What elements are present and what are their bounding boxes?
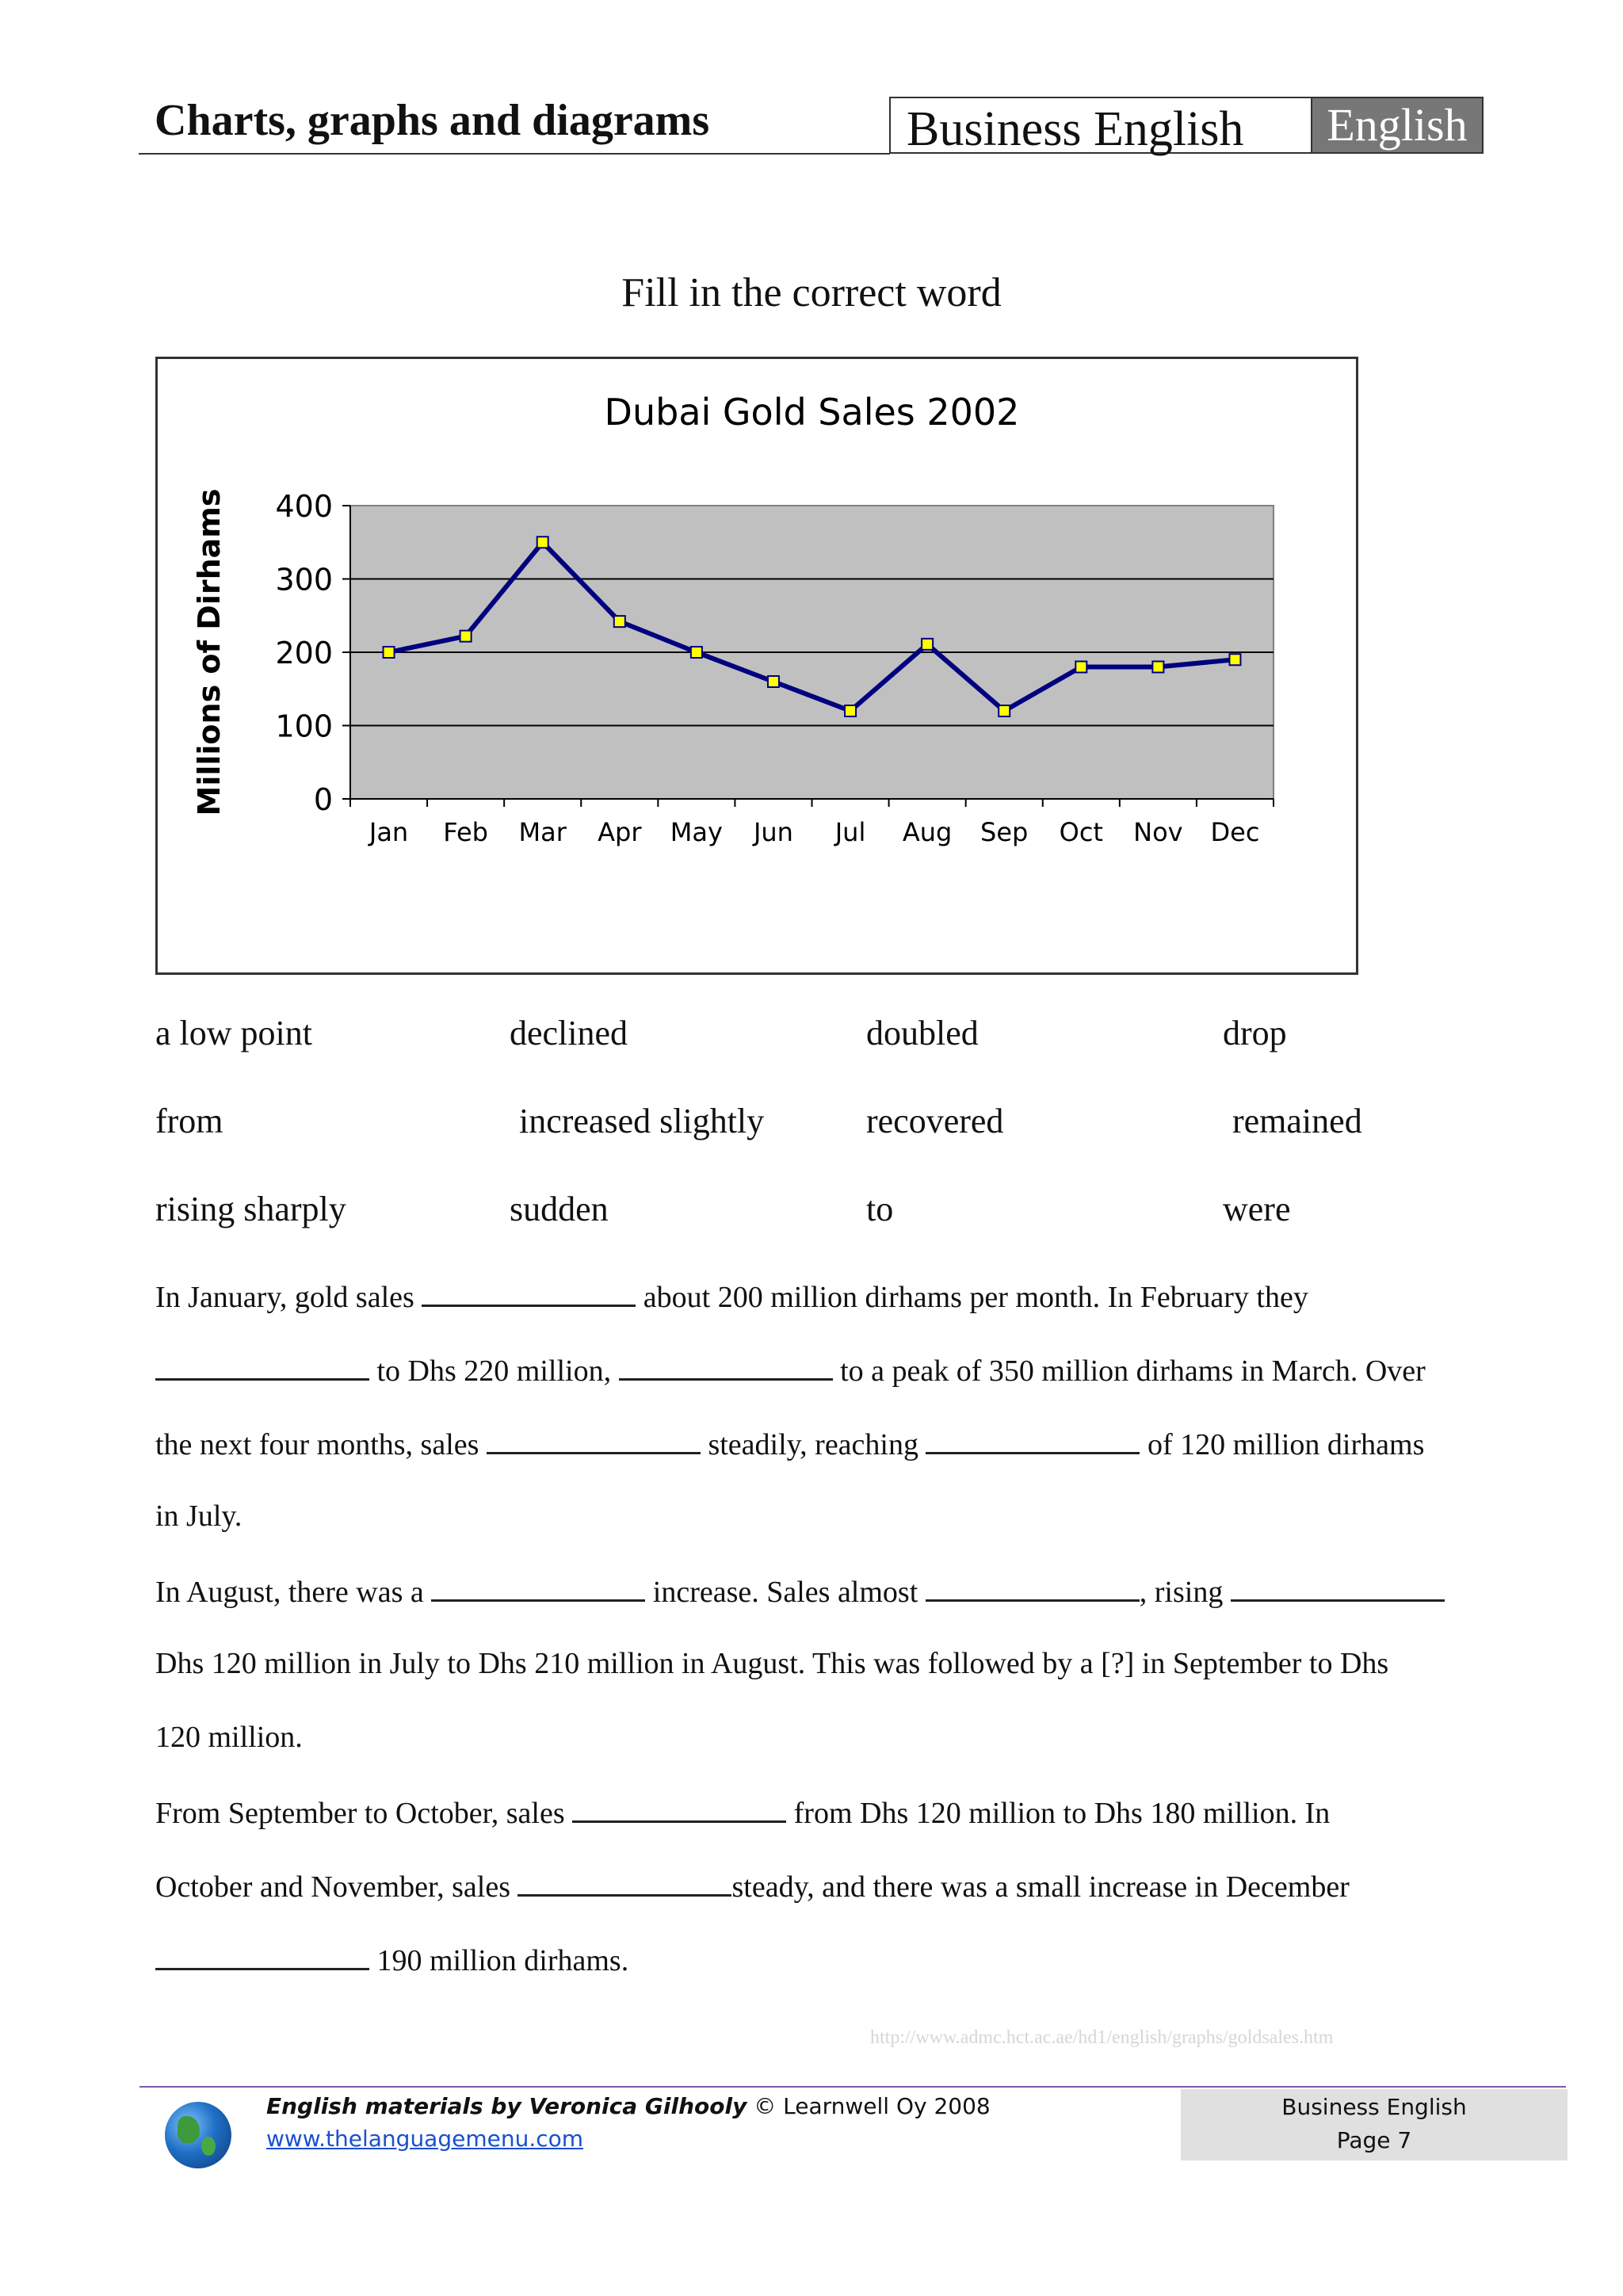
word-bank-item: increased slightly bbox=[519, 1102, 765, 1140]
word-bank-item: declined bbox=[510, 1014, 628, 1052]
data-point bbox=[460, 631, 472, 642]
instruction-heading: Fill in the correct word bbox=[621, 270, 1002, 315]
x-tick-label: Apr bbox=[598, 817, 642, 847]
text-line: October and November, sales steady, and there was a small increase in December bbox=[155, 1867, 1350, 1904]
x-tick-label: Jan bbox=[369, 817, 409, 847]
data-point bbox=[1075, 662, 1086, 673]
x-tick-label: Sep bbox=[980, 817, 1029, 847]
line-chart bbox=[158, 359, 1356, 972]
y-tick-label: 0 bbox=[313, 782, 333, 817]
globe-land bbox=[201, 2137, 216, 2156]
answer-blank[interactable] bbox=[155, 1351, 369, 1381]
data-point bbox=[614, 616, 625, 627]
footer-page-box bbox=[1181, 2089, 1568, 2160]
answer-blank[interactable] bbox=[431, 1572, 645, 1602]
header-subject-label: Business English bbox=[907, 102, 1244, 156]
footer-page-number: Page 7 bbox=[1336, 2127, 1412, 2153]
text-line: 190 million dirhams. bbox=[155, 1941, 628, 1978]
word-bank-item: rising sharply bbox=[155, 1190, 346, 1228]
x-tick-label: Nov bbox=[1133, 817, 1183, 847]
text-line: the next four months, sales steadily, reaching of 120 million dirhams bbox=[155, 1425, 1424, 1462]
word-bank-item: doubled bbox=[866, 1014, 979, 1052]
x-tick-label: May bbox=[670, 817, 723, 847]
data-point bbox=[768, 676, 779, 687]
y-tick-label: 100 bbox=[275, 709, 333, 744]
answer-blank[interactable] bbox=[926, 1425, 1140, 1454]
header-language-tag: English bbox=[1312, 98, 1482, 152]
page-header-title: Charts, graphs and diagrams bbox=[155, 96, 710, 145]
text-line: From September to October, sales from Dhs 120 million to Dhs 180 million. In bbox=[155, 1794, 1330, 1831]
header-box-left bbox=[891, 98, 1312, 156]
word-bank-item: a low point bbox=[155, 1014, 312, 1052]
y-axis-label: Millions of Dirhams bbox=[192, 488, 227, 816]
x-tick-label: Aug bbox=[902, 817, 953, 847]
text-line: Dhs 120 million in July to Dhs 210 million in August. This was followed by a [?] in September to Dhs bbox=[155, 1647, 1389, 1680]
answer-blank[interactable] bbox=[422, 1278, 636, 1307]
word-bank-item: to bbox=[866, 1190, 894, 1228]
answer-blank[interactable] bbox=[926, 1572, 1140, 1602]
header-underline bbox=[139, 153, 890, 155]
header-box bbox=[889, 97, 1484, 154]
y-tick-label: 200 bbox=[275, 636, 333, 670]
answer-blank[interactable] bbox=[155, 1941, 369, 1970]
x-tick-label: Feb bbox=[443, 817, 488, 847]
answer-blank[interactable] bbox=[1231, 1572, 1445, 1602]
globe-land bbox=[178, 2116, 200, 2143]
answer-blank[interactable] bbox=[572, 1794, 786, 1823]
text-line: to Dhs 220 million, to a peak of 350 million dirhams in March. Over bbox=[155, 1351, 1426, 1389]
word-bank-item: remained bbox=[1232, 1102, 1362, 1140]
globe-icon bbox=[165, 2102, 231, 2168]
text-line: in July. bbox=[155, 1499, 242, 1533]
data-point bbox=[537, 537, 548, 548]
word-bank-item: drop bbox=[1223, 1014, 1287, 1052]
data-point bbox=[691, 647, 702, 658]
x-tick-label: Dec bbox=[1210, 817, 1260, 847]
chart-frame bbox=[155, 357, 1358, 975]
footer-credit: English materials by Veronica Gilhooly © Learnwell Oy 2008 bbox=[266, 2093, 991, 2119]
x-tick-label: Jun bbox=[753, 817, 793, 847]
answer-blank[interactable] bbox=[517, 1867, 731, 1897]
answer-blank[interactable] bbox=[619, 1351, 833, 1381]
data-point bbox=[384, 647, 395, 658]
word-bank-item: from bbox=[155, 1102, 223, 1140]
source-url: http://www.admc.hct.ac.ae/hd1/english/graphs/goldsales.htm bbox=[870, 2027, 1334, 2048]
answer-blank[interactable] bbox=[487, 1425, 701, 1454]
text-line: In January, gold sales about 200 million dirhams per month. In February they bbox=[155, 1278, 1308, 1315]
data-point bbox=[1152, 662, 1163, 673]
x-tick-label: Jul bbox=[834, 817, 866, 847]
data-point bbox=[999, 705, 1010, 716]
data-point bbox=[1229, 654, 1240, 665]
y-tick-label: 400 bbox=[275, 489, 333, 524]
y-tick-label: 300 bbox=[275, 562, 333, 598]
x-tick-label: Oct bbox=[1059, 817, 1103, 847]
word-bank-item: were bbox=[1223, 1190, 1291, 1228]
data-point bbox=[922, 639, 933, 650]
footer-website-link[interactable]: www.thelanguagemenu.com bbox=[266, 2126, 584, 2152]
text-line: In August, there was a increase. Sales almost , rising bbox=[155, 1572, 1445, 1610]
text-line: 120 million. bbox=[155, 1721, 303, 1754]
word-bank-item: sudden bbox=[510, 1190, 609, 1228]
word-bank-item: recovered bbox=[866, 1102, 1004, 1140]
footer-divider bbox=[139, 2086, 1566, 2088]
x-tick-label: Mar bbox=[518, 817, 567, 847]
chart-title: Dubai Gold Sales 2002 bbox=[604, 391, 1020, 434]
footer-course-label: Business English bbox=[1281, 2094, 1467, 2120]
data-point bbox=[845, 705, 856, 716]
